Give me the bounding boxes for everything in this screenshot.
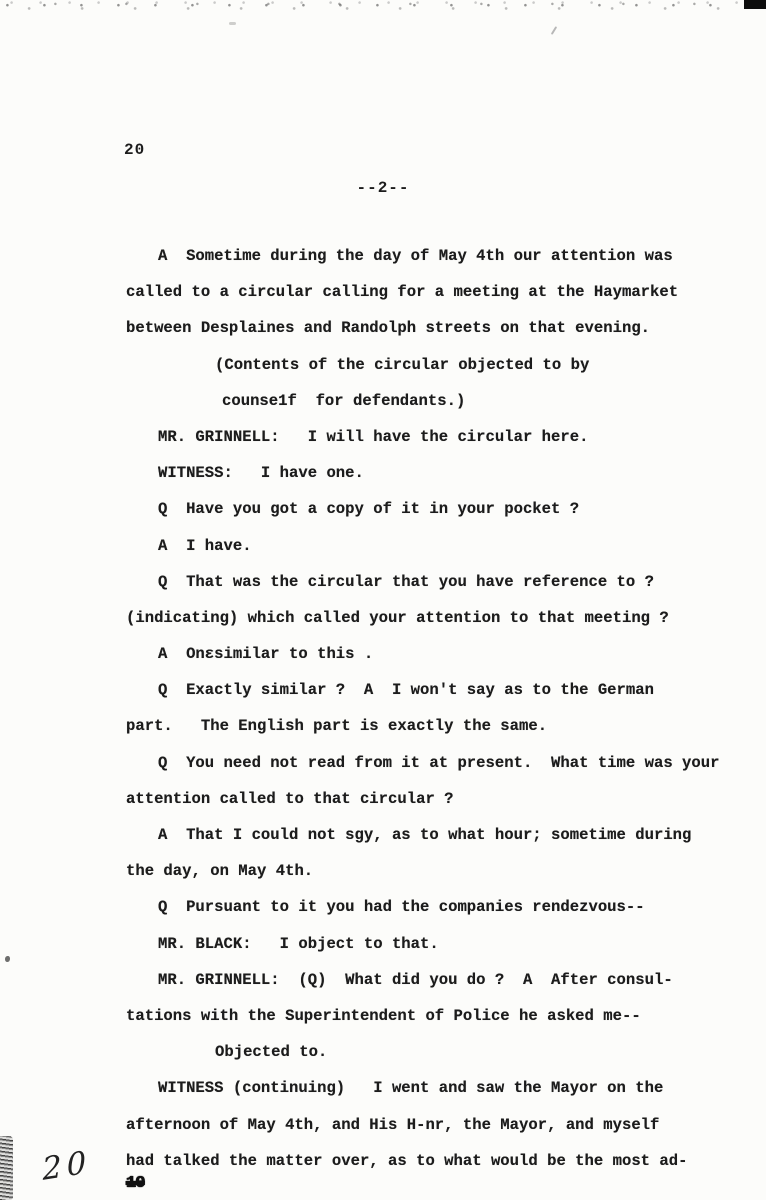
scan-corner-mark xyxy=(744,0,766,9)
transcript-line: Objected to. xyxy=(215,1043,328,1062)
transcript-line: called to a circular calling for a meeting at the Haymarket xyxy=(126,283,679,302)
transcript-line: between Desplaines and Randolph streets on that evening. xyxy=(126,319,651,338)
transcript-line: Q You need not read from it at present. What time was your xyxy=(158,753,720,772)
transcript-line: Q Pursuant to it you had the companies rendezvous-- xyxy=(158,898,645,917)
transcript-line: A That I could not sgy, as to what hour; sometime during xyxy=(158,826,692,844)
transcript-body xyxy=(126,238,719,1179)
transcript-line: Q Exactly similar ? A I won't say as to the German xyxy=(158,681,654,700)
handwritten-page-number: 20 xyxy=(41,1144,93,1188)
transcript-line: (indicating) which called your attention to that meeting ? xyxy=(126,608,669,627)
page-heading: --2-- xyxy=(356,179,410,197)
transcript-line: WITNESS (continuing) I went and saw the Mayor on the xyxy=(158,1079,664,1098)
transcript-line: MR. GRINNELL: I will have the circular here. xyxy=(158,427,589,446)
transcript-line: (Contents of the circular objected to by xyxy=(215,355,590,374)
struck-out-text: 10 xyxy=(126,1174,145,1193)
transcript-line: MR. GRINNELL: (Q) What did you do ? A After consul- xyxy=(158,970,673,989)
scan-speck xyxy=(229,22,236,25)
transcript-line: WITNESS: I have one. xyxy=(158,464,364,483)
transcript-line: had talked the matter over, as to what would be the most ad- xyxy=(126,1151,688,1170)
margin-ink-dot xyxy=(5,956,10,962)
transcript-line: MR. BLACK: I object to that. xyxy=(158,934,439,953)
scan-speck xyxy=(551,26,557,35)
transcript-line: A Sometime during the day of May 4th our attention was xyxy=(158,247,673,265)
typed-page-number: 20 xyxy=(124,141,146,159)
transcript-line: the day, on May 4th. xyxy=(126,862,314,881)
transcript-line: Q Have you got a copy of it in your pocket ? xyxy=(158,500,580,519)
transcript-line: part. The English part is exactly the same. xyxy=(126,717,548,736)
transcript-line: A I have. xyxy=(158,536,252,555)
transcript-line: counse1f for defendants.) xyxy=(222,391,466,410)
transcript-line: attention called to that circular ? xyxy=(126,789,454,808)
transcript-line: Q That was the circular that you have reference to ? xyxy=(158,572,654,591)
transcript-line: A Onɛsimilar to this . xyxy=(158,645,374,664)
scan-noise-band xyxy=(0,0,766,13)
scan-edge-smudge xyxy=(0,1136,13,1200)
transcript-line: tations with the Superintendent of Police he asked me-- xyxy=(126,1006,641,1025)
transcript-line: afternoon of May 4th, and His H-nr, the Mayor, and myself xyxy=(126,1115,660,1134)
